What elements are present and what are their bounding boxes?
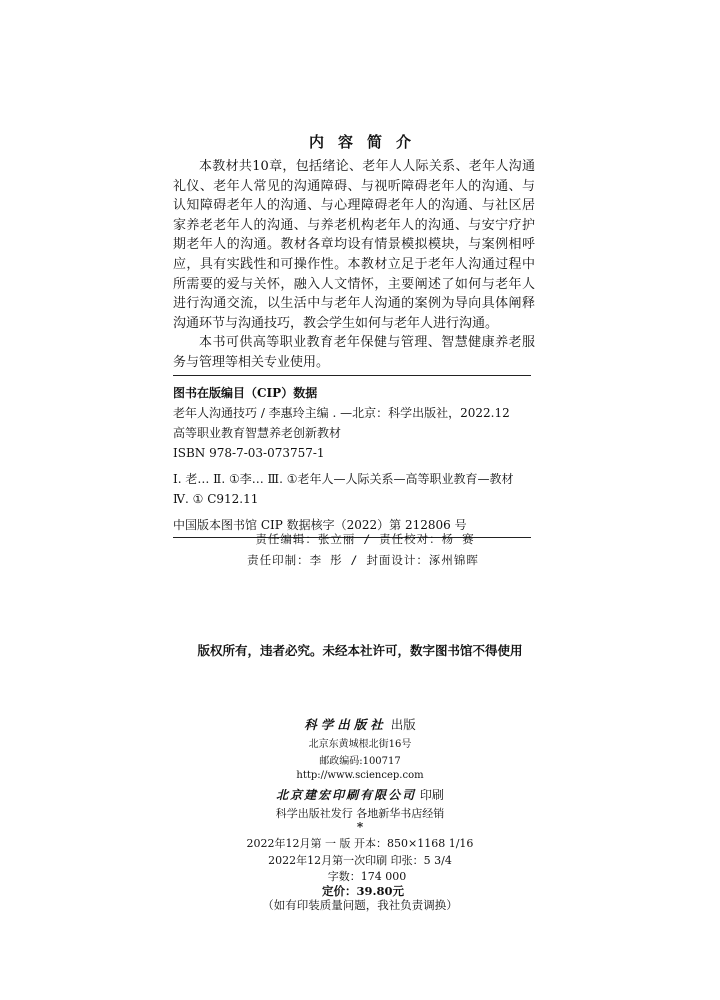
editors-line-1: 责任编辑：张立丽 / 责任校对：杨 赛: [255, 532, 475, 546]
quality-note: （如有印装质量问题，我社负责调换）: [262, 898, 458, 912]
publisher-address: 北京东黄城根北街16号: [308, 739, 412, 750]
publisher-suffix: 出版: [390, 717, 416, 732]
printer-name: 北京建宏印刷有限公司: [276, 788, 417, 802]
separator-star: *: [356, 820, 364, 834]
editors-line-2: 责任印制：李 彤 / 封面设计：涿州锦晖: [247, 553, 479, 567]
cip-top-rule: [173, 375, 531, 376]
distribution-line: 科学出版社发行 各地新华书店经销: [275, 807, 445, 820]
publisher-line: [0, 715, 720, 733]
publisher-name: 科学出版社: [304, 717, 387, 732]
summary-paragraph-2: 本书可供高等职业教育老年保健与管理、智慧健康养老服务与管理等相关专业使用。: [173, 335, 535, 370]
copyright-notice: 版权所有，违者必究。未经本社许可，数字图书馆不得使用: [197, 643, 523, 658]
cip-number: 中国版本图书馆 CIP 数据核字（2022）第 212806 号: [173, 518, 467, 532]
price: 定价：39.80元: [321, 884, 404, 898]
printer-suffix: 印刷: [419, 788, 444, 802]
publisher-postcode: 邮政编码:100717: [319, 756, 401, 767]
cip-title-line: 老年人沟通技巧 / 李惠玲主编 . —北京：科学出版社，2022.12: [173, 406, 510, 420]
cip-series-line: 高等职业教育智慧养老创新教材: [173, 426, 342, 440]
cip-classification: Ⅰ. 老… Ⅱ. ①李… Ⅲ. ①老年人—人际关系—高等职业教育—教材 Ⅳ. ① C912.11: [173, 472, 514, 506]
publisher-website: http://www.sciencep.com: [296, 770, 424, 781]
cip-block: [173, 375, 531, 538]
word-count: 字数：174 000: [327, 870, 407, 883]
summary-title: 内容简介: [308, 133, 425, 151]
summary-text: [173, 157, 535, 373]
edition-line-2: 2022年12月第一次印刷 印张：5 3/4: [268, 854, 452, 867]
cip-heading: 图书在版编目（CIP）数据: [173, 386, 318, 400]
printer-line: [0, 786, 720, 803]
cip-isbn-line: ISBN 978-7-03-073757-1: [173, 446, 325, 460]
summary-paragraph-1: 本教材共10章，包括绪论、老年人人际关系、老年人沟通礼仪、老年人常见的沟通障碍、与视听障碍老年人的沟通、与认知障碍老年人的沟通、与心理障碍老年人的沟通、与社区居家养老老年人的沟通、与养老机构老年人的沟通、与安宁疗护期老年人的沟通。教材各章均设有情景模拟模块，与案例相呼应，具有实践性和可操作性。本教材立足于老年人沟通过程中所需要的爱与关怀，融入人文情怀，主要阐述了如何与老年人进行沟通交流，以生活中与老年人沟通的案例为导向具体阐释沟通环节与沟通技巧，教会学生如何与老年人进行沟通。: [173, 159, 535, 331]
edition-line-1: 2022年12月第 一 版 开本：850×1168 1/16: [246, 837, 474, 850]
